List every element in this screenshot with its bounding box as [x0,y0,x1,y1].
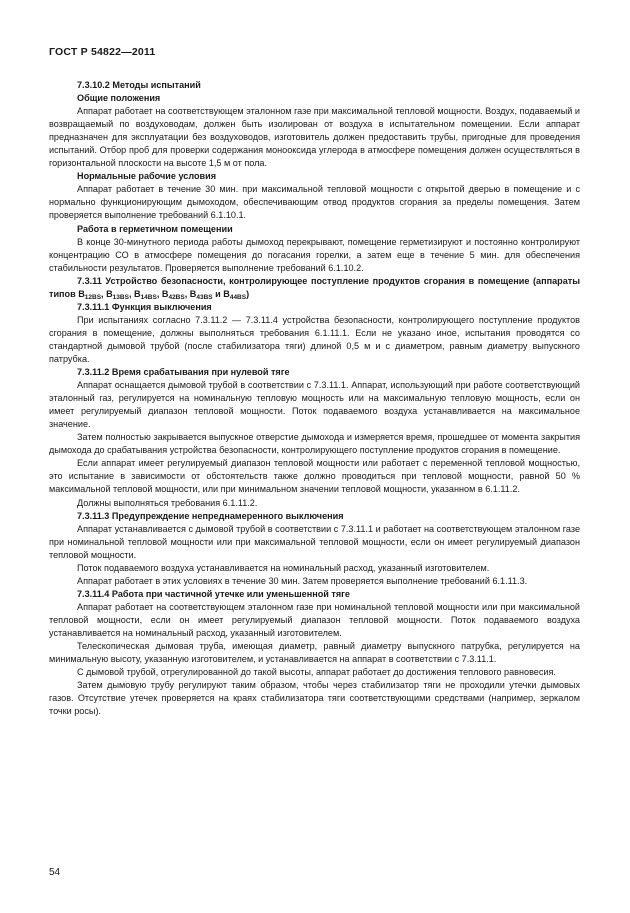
paragraph: Аппарат работает в этих условиях в течение 30 мин. Затем проверяется выполнение требований 6.1.11.3. [77,575,528,586]
paragraph: Телескопическая дымовая труба, имеющая диаметр, равный диаметру выпускного патрубка, регулируется на минимальную высоту, указанную изготовителем, и устанавливается на аппарат в соответствии с 7.3.11.1. [49,641,580,665]
section-heading: 7.3.11.3 Предупреждение непреднамеренного выключения [77,510,344,521]
paragraph: Затем дымовую трубу регулируют таким образом, чтобы через стабилизатор тяги не проходили утечки дымовых газов. Отсутствие утечек проверяется на краях стабилизатора тяги соответствующими средствами (например, зеркалом точки росы). [49,680,580,717]
paragraph: Аппарат работает на соответствующем эталонном газе при номинальной тепловой мощности или при максимальной тепловой мощности, если он имеет регулируемый диапазон тепловой мощности. Поток подаваемого воздуха устанавливается на номинальный расход, указанный изготовителем. [49,601,580,638]
paragraph: С дымовой трубой, отрегулированной до такой высоты, аппарат работает до достижения теплового равновесия. [77,667,556,678]
paragraph: Аппарат работает на соответствующем эталонном газе при максимальной тепловой мощности. Воздух, подаваемый и возвращаемый по воздуховодам, должен быть изолирован от воздуха в испытательном помещении. Если аппарат предназначен для эксплуатации без воздуховодов, изготовитель должен предоставить трубы, пригодные для проведения испытаний. Отбор проб для проверки содержания моноокcида углерода в атмосфере помещения должен осуществляться в горизонтальной плоскости на высоте 1,5 м от пола. [49,106,580,169]
subsection-heading: Общие положения [77,93,161,104]
paragraph: Должны выполняться требования 6.1.11.2. [77,497,258,508]
subsection-heading: Работа в герметичном помещении [77,223,233,234]
subsection-heading: Нормальные рабочие условия [77,171,217,182]
paragraph: Если аппарат имеет регулируемый диапазон тепловой мощности или работает с переменной тепловой мощностью, это испытание в зависимости от обстоятельств также должно проводиться при тепловой мощности, равной 50 % максимальной тепловой мощности, или при минимальном значении тепловой мощности, указанном в 6.1.11.2. [49,458,580,495]
section-heading: 7.3.11.2 Время срабатывания при нулевой тяге [77,367,290,378]
paragraph: Аппарат оснащается дымовой трубой в соответствии с 7.3.11.1. Аппарат, использующий при работе соответствующий эталонный газ, регулируется на номинальную тепловую мощность или на максимальную тепловую мощность, если он имеет регулируемый диапазон тепловой мощности. Поток подаваемого воздуха устанавливается на максимальное значение. [49,380,580,430]
paragraph: Аппарат работает в течение 30 мин. при максимальной тепловой мощности с открытой дверью в помещение и с нормально функционирующим дымоходом, обеспечивающим отвод продуктов сгорания за пределы помещения. Затем проверяется выполнение требований 6.1.10.1. [49,184,580,221]
section-heading-types: 7.3.11 Устройство безопасности, контролирующее поступление продуктов сгорания в помещение (аппараты типов $B_{12BS}$, $B_{13BS}$, $B_{14BS}$, $B_{42BS}$, $B_{43BS}$ и $B_{44BS}$) [49,275,580,301]
paragraph: Поток подаваемого воздуха устанавливается на номинальный расход, указанный изготовителем. [77,562,490,573]
paragraph: В конце 30-минутного периода работы дымоход перекрывают, помещение герметизируют и постоянно контролируют концентрацию СО в атмосфере помещения до погасания горелки, а затем еще в течение 5 мин. для обеспечения стабильности результатов. Проверяется выполнение требований 6.1.10.2. [49,236,580,273]
page-number: 54 [49,867,61,878]
standard-header: ГОСТ Р 54822—2011 [49,46,156,58]
section-heading: 7.3.11.4 Работа при частичной утечке или уменьшенной тяге [77,588,350,599]
section-heading: 7.3.10.2 Методы испытаний [77,80,201,90]
paragraph: Затем полностью закрывается выпускное отверстие дымохода и измеряется время, прошедшее от момента закрытия дымохода до срабатывания устройства безопасности, контролирующего поступление продуктов сгорания в помещение. [49,432,580,456]
paragraph: Аппарат устанавливается с дымовой трубой в соответствии с 7.3.11.1 и работает на соответствующем эталонном газе при номинальной тепловой мощности или при максимальной тепловой мощности, если он имеет регулируемый диапазон тепловой мощности. [49,523,580,560]
document-body [49,79,580,718]
paragraph: При испытаниях согласно 7.3.11.2 — 7.3.11.4 устройства безопасности, контролирующего поступление продуктов сгорания в помещение, должны выполняться требования 6.1.11.1. Если не указано иное, испытания проводятся со стандартной дымовой трубой (после стабилизатора тяги) длиной 0,5 м и с диаметром, равным диаметру выпускного патрубка. [49,314,580,364]
section-heading: 7.3.11.1 Функция выключения [77,301,212,312]
